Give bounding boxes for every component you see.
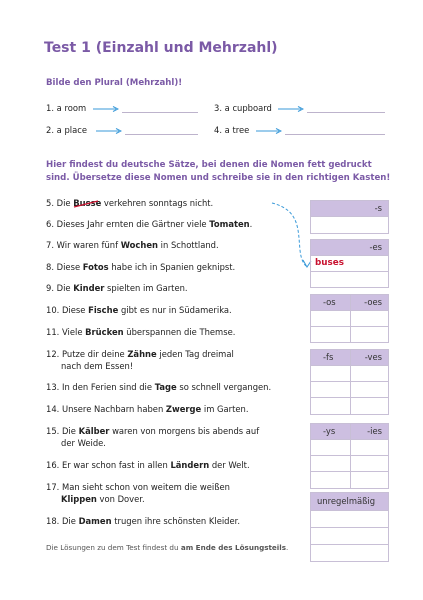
box-header-ies: -ies [367, 426, 382, 436]
answer-line-4[interactable] [285, 134, 385, 135]
answer-cell[interactable] [311, 471, 388, 487]
sentence-9: 9. Die Kinder spielten im Garten. [46, 283, 188, 293]
answer-cell[interactable] [311, 255, 388, 271]
sentence-7: 7. Wir waren fünf Wochen in Schottland. [46, 240, 219, 250]
sentence-8: 8. Diese Fotos habe ich in Spanien geknipst. [46, 262, 236, 272]
exercise-1-label: 1. a room [46, 103, 87, 113]
section1-instruction: Bilde den Plural (Mehrzahl)! [46, 78, 183, 88]
exercise-4-label: 4. a tree [214, 125, 250, 135]
arrow-right-icon [93, 106, 119, 112]
sentence-5: 5. Die Busse verkehren sonntags nicht. [46, 198, 214, 208]
sentence-18: 18. Die Damen trugen ihre schönsten Kleider. [46, 516, 240, 526]
answer-line-3[interactable] [307, 112, 385, 113]
answer-cell[interactable] [311, 216, 388, 232]
answer-cell[interactable] [311, 310, 388, 326]
footer-note: Die Lösungen zu dem Test findest du am Ende des Lösungsteils. [46, 543, 289, 552]
arrow-right-icon [96, 128, 122, 134]
answer-cell[interactable] [311, 397, 388, 413]
sentence-6: 6. Dieses Jahr ernten die Gärtner viele Tomaten. [46, 219, 253, 229]
page-title: Test 1 (Einzahl und Mehrzahl) [44, 40, 278, 56]
answer-line-2[interactable] [125, 134, 198, 135]
answer-cell[interactable] [311, 510, 388, 526]
box-fs-ves [310, 349, 389, 415]
strikethrough-mark [72, 197, 104, 209]
box-header-s: -s [374, 203, 382, 213]
box-header-es: -es [369, 242, 382, 252]
answer-cell[interactable] [311, 381, 388, 397]
box-os-oes [310, 294, 389, 343]
answer-cell[interactable] [311, 527, 388, 543]
answer-cell[interactable] [311, 365, 388, 381]
exercise-2-label: 2. a place [46, 125, 87, 135]
sentence-11: 11. Viele Brücken überspannen die Themse. [46, 327, 236, 337]
box-s [310, 200, 389, 234]
box-header-oes: -oes [364, 297, 382, 307]
answer-cell[interactable] [311, 326, 388, 342]
box-header-os: -os [323, 297, 336, 307]
sentence-12: 12. Putze dir deine Zähne jeden Tag dreimal nach dem Essen! [46, 349, 234, 371]
sentence-15: 15. Die Kälber waren von morgens bis abends auf der Weide. [46, 426, 260, 448]
answer-cell[interactable] [311, 544, 388, 560]
answer-cell[interactable] [311, 271, 388, 287]
box-header-ys: -ys [323, 426, 336, 436]
sentence-10: 10. Diese Fische gibt es nur in Südamerika. [46, 305, 232, 315]
sentence-13: 13. In den Ferien sind die Tage so schnell vergangen. [46, 382, 272, 392]
box-ys-ies [310, 423, 389, 489]
box-header-fs: -fs [323, 352, 334, 362]
sentence-16: 16. Er war schon fast in allen Ländern der Welt. [46, 460, 250, 470]
box-irregular [310, 492, 389, 562]
box-header-irregular: unregelmäßig [317, 496, 376, 506]
section2-instruction-line1: Hier findest du deutsche Sätze, bei denen die Nomen fett gedruckt [46, 160, 372, 170]
section2-instruction-line2: sind. Übersetze diese Nomen und schreibe sie in den richtigen Kasten! [46, 173, 391, 183]
answer-cell[interactable] [311, 439, 388, 455]
answer-buses: buses [315, 258, 344, 268]
arrow-right-icon [256, 128, 282, 134]
sentence-14: 14. Unsere Nachbarn haben Zwerge im Garten. [46, 404, 249, 414]
sentence-17: 17. Man sieht schon von weitem die weißen Klippen von Dover. [46, 482, 230, 504]
answer-cell[interactable] [311, 455, 388, 471]
arrow-right-icon [278, 106, 304, 112]
box-header-ves: -ves [364, 352, 382, 362]
box-es [310, 239, 389, 288]
exercise-3-label: 3. a cupboard [214, 103, 272, 113]
answer-line-1[interactable] [122, 112, 198, 113]
